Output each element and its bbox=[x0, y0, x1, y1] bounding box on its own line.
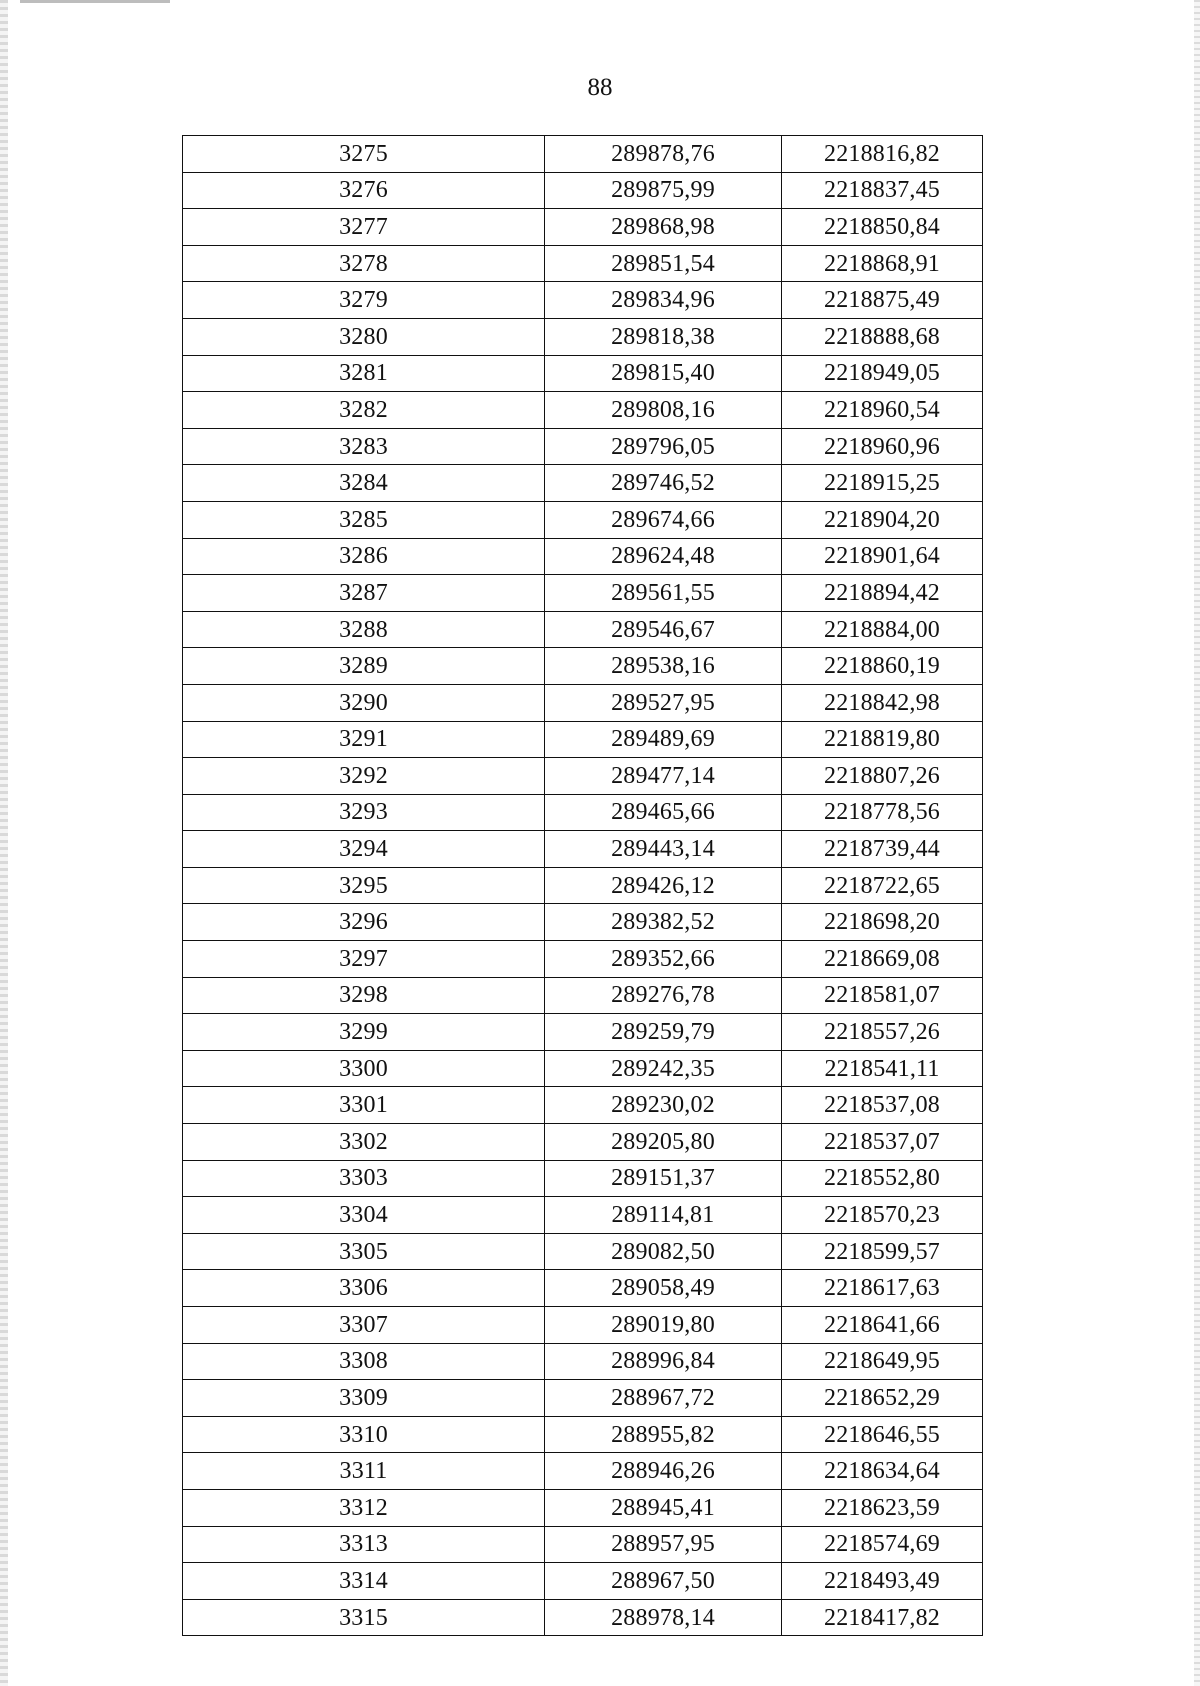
table-row bbox=[183, 904, 983, 941]
y-coordinate-cell: 2218807,26 bbox=[782, 758, 983, 795]
point-number-cell: 3283 bbox=[183, 428, 545, 465]
x-coordinate-cell: 289058,49 bbox=[545, 1270, 782, 1307]
table-row bbox=[183, 1233, 983, 1270]
point-number-cell: 3310 bbox=[183, 1416, 545, 1453]
coordinates-table bbox=[182, 135, 983, 1636]
y-coordinate-cell: 2218649,95 bbox=[782, 1343, 983, 1380]
y-coordinate-cell: 2218574,69 bbox=[782, 1526, 983, 1563]
y-coordinate-cell: 2218698,20 bbox=[782, 904, 983, 941]
x-coordinate-cell: 289875,99 bbox=[545, 172, 782, 209]
page-number: 88 bbox=[587, 74, 613, 101]
table-row bbox=[183, 209, 983, 246]
x-coordinate-cell: 289426,12 bbox=[545, 867, 782, 904]
x-coordinate-cell: 288967,50 bbox=[545, 1563, 782, 1600]
table-row bbox=[183, 575, 983, 612]
x-coordinate-cell: 289815,40 bbox=[545, 355, 782, 392]
y-coordinate-cell: 2218819,80 bbox=[782, 721, 983, 758]
y-coordinate-cell: 2218557,26 bbox=[782, 1014, 983, 1051]
table-row bbox=[183, 1489, 983, 1526]
point-number-cell: 3305 bbox=[183, 1233, 545, 1270]
point-number-cell: 3315 bbox=[183, 1599, 545, 1636]
y-coordinate-cell: 2218901,64 bbox=[782, 538, 983, 575]
point-number-cell: 3309 bbox=[183, 1380, 545, 1417]
x-coordinate-cell: 288945,41 bbox=[545, 1489, 782, 1526]
scan-top-mark bbox=[20, 0, 170, 3]
x-coordinate-cell: 288957,95 bbox=[545, 1526, 782, 1563]
x-coordinate-cell: 289276,78 bbox=[545, 977, 782, 1014]
table-row bbox=[183, 282, 983, 319]
table-row bbox=[183, 867, 983, 904]
x-coordinate-cell: 289624,48 bbox=[545, 538, 782, 575]
x-coordinate-cell: 288946,26 bbox=[545, 1453, 782, 1490]
table-row bbox=[183, 1124, 983, 1161]
point-number-cell: 3296 bbox=[183, 904, 545, 941]
x-coordinate-cell: 289259,79 bbox=[545, 1014, 782, 1051]
table-row bbox=[183, 977, 983, 1014]
y-coordinate-cell: 2218868,91 bbox=[782, 245, 983, 282]
y-coordinate-cell: 2218875,49 bbox=[782, 282, 983, 319]
y-coordinate-cell: 2218739,44 bbox=[782, 831, 983, 868]
table-row bbox=[183, 1380, 983, 1417]
x-coordinate-cell: 289205,80 bbox=[545, 1124, 782, 1161]
y-coordinate-cell: 2218722,65 bbox=[782, 867, 983, 904]
point-number-cell: 3308 bbox=[183, 1343, 545, 1380]
table-row bbox=[183, 831, 983, 868]
table-row bbox=[183, 1343, 983, 1380]
y-coordinate-cell: 2218599,57 bbox=[782, 1233, 983, 1270]
y-coordinate-cell: 2218915,25 bbox=[782, 465, 983, 502]
y-coordinate-cell: 2218816,82 bbox=[782, 136, 983, 173]
y-coordinate-cell: 2218552,80 bbox=[782, 1160, 983, 1197]
point-number-cell: 3300 bbox=[183, 1050, 545, 1087]
x-coordinate-cell: 289242,35 bbox=[545, 1050, 782, 1087]
point-number-cell: 3291 bbox=[183, 721, 545, 758]
x-coordinate-cell: 289746,52 bbox=[545, 465, 782, 502]
y-coordinate-cell: 2218417,82 bbox=[782, 1599, 983, 1636]
y-coordinate-cell: 2218960,96 bbox=[782, 428, 983, 465]
x-coordinate-cell: 289527,95 bbox=[545, 684, 782, 721]
x-coordinate-cell: 289019,80 bbox=[545, 1307, 782, 1344]
point-number-cell: 3288 bbox=[183, 611, 545, 648]
scan-right-edge bbox=[1194, 0, 1200, 1686]
table-row bbox=[183, 1307, 983, 1344]
y-coordinate-cell: 2218541,11 bbox=[782, 1050, 983, 1087]
y-coordinate-cell: 2218778,56 bbox=[782, 794, 983, 831]
table-row bbox=[183, 1270, 983, 1307]
y-coordinate-cell: 2218537,08 bbox=[782, 1087, 983, 1124]
y-coordinate-cell: 2218904,20 bbox=[782, 501, 983, 538]
y-coordinate-cell: 2218960,54 bbox=[782, 392, 983, 429]
table-row bbox=[183, 648, 983, 685]
point-number-cell: 3297 bbox=[183, 941, 545, 978]
x-coordinate-cell: 289465,66 bbox=[545, 794, 782, 831]
point-number-cell: 3299 bbox=[183, 1014, 545, 1051]
table-row bbox=[183, 1087, 983, 1124]
y-coordinate-cell: 2218894,42 bbox=[782, 575, 983, 612]
table-row bbox=[183, 758, 983, 795]
x-coordinate-cell: 289489,69 bbox=[545, 721, 782, 758]
x-coordinate-cell: 289352,66 bbox=[545, 941, 782, 978]
y-coordinate-cell: 2218842,98 bbox=[782, 684, 983, 721]
table-row bbox=[183, 1197, 983, 1234]
point-number-cell: 3312 bbox=[183, 1489, 545, 1526]
point-number-cell: 3276 bbox=[183, 172, 545, 209]
table-row bbox=[183, 611, 983, 648]
x-coordinate-cell: 288967,72 bbox=[545, 1380, 782, 1417]
point-number-cell: 3303 bbox=[183, 1160, 545, 1197]
point-number-cell: 3298 bbox=[183, 977, 545, 1014]
point-number-cell: 3313 bbox=[183, 1526, 545, 1563]
x-coordinate-cell: 289477,14 bbox=[545, 758, 782, 795]
y-coordinate-cell: 2218537,07 bbox=[782, 1124, 983, 1161]
point-number-cell: 3304 bbox=[183, 1197, 545, 1234]
point-number-cell: 3295 bbox=[183, 867, 545, 904]
point-number-cell: 3306 bbox=[183, 1270, 545, 1307]
x-coordinate-cell: 289082,50 bbox=[545, 1233, 782, 1270]
table-row bbox=[183, 1416, 983, 1453]
x-coordinate-cell: 289796,05 bbox=[545, 428, 782, 465]
table-row bbox=[183, 465, 983, 502]
point-number-cell: 3294 bbox=[183, 831, 545, 868]
point-number-cell: 3286 bbox=[183, 538, 545, 575]
x-coordinate-cell: 289538,16 bbox=[545, 648, 782, 685]
table-row bbox=[183, 428, 983, 465]
table-row bbox=[183, 1160, 983, 1197]
point-number-cell: 3281 bbox=[183, 355, 545, 392]
point-number-cell: 3289 bbox=[183, 648, 545, 685]
point-number-cell: 3275 bbox=[183, 136, 545, 173]
point-number-cell: 3302 bbox=[183, 1124, 545, 1161]
point-number-cell: 3292 bbox=[183, 758, 545, 795]
table-row bbox=[183, 684, 983, 721]
x-coordinate-cell: 289851,54 bbox=[545, 245, 782, 282]
point-number-cell: 3285 bbox=[183, 501, 545, 538]
x-coordinate-cell: 288996,84 bbox=[545, 1343, 782, 1380]
x-coordinate-cell: 289818,38 bbox=[545, 318, 782, 355]
x-coordinate-cell: 289561,55 bbox=[545, 575, 782, 612]
table-row bbox=[183, 1050, 983, 1087]
x-coordinate-cell: 289114,81 bbox=[545, 1197, 782, 1234]
table-row bbox=[183, 392, 983, 429]
point-number-cell: 3301 bbox=[183, 1087, 545, 1124]
x-coordinate-cell: 289878,76 bbox=[545, 136, 782, 173]
y-coordinate-cell: 2218641,66 bbox=[782, 1307, 983, 1344]
point-number-cell: 3277 bbox=[183, 209, 545, 246]
table-row bbox=[183, 318, 983, 355]
point-number-cell: 3314 bbox=[183, 1563, 545, 1600]
y-coordinate-cell: 2218581,07 bbox=[782, 977, 983, 1014]
y-coordinate-cell: 2218634,64 bbox=[782, 1453, 983, 1490]
point-number-cell: 3307 bbox=[183, 1307, 545, 1344]
y-coordinate-cell: 2218949,05 bbox=[782, 355, 983, 392]
point-number-cell: 3279 bbox=[183, 282, 545, 319]
table-row bbox=[183, 501, 983, 538]
table-row bbox=[183, 721, 983, 758]
y-coordinate-cell: 2218623,59 bbox=[782, 1489, 983, 1526]
y-coordinate-cell: 2218837,45 bbox=[782, 172, 983, 209]
point-number-cell: 3282 bbox=[183, 392, 545, 429]
table-row bbox=[183, 538, 983, 575]
y-coordinate-cell: 2218493,49 bbox=[782, 1563, 983, 1600]
x-coordinate-cell: 289868,98 bbox=[545, 209, 782, 246]
point-number-cell: 3280 bbox=[183, 318, 545, 355]
table-row bbox=[183, 1453, 983, 1490]
table-row bbox=[183, 1526, 983, 1563]
y-coordinate-cell: 2218646,55 bbox=[782, 1416, 983, 1453]
table-row bbox=[183, 172, 983, 209]
x-coordinate-cell: 288955,82 bbox=[545, 1416, 782, 1453]
x-coordinate-cell: 289443,14 bbox=[545, 831, 782, 868]
y-coordinate-cell: 2218884,00 bbox=[782, 611, 983, 648]
y-coordinate-cell: 2218888,68 bbox=[782, 318, 983, 355]
y-coordinate-cell: 2218617,63 bbox=[782, 1270, 983, 1307]
table-row bbox=[183, 1563, 983, 1600]
x-coordinate-cell: 289546,67 bbox=[545, 611, 782, 648]
y-coordinate-cell: 2218570,23 bbox=[782, 1197, 983, 1234]
point-number-cell: 3287 bbox=[183, 575, 545, 612]
scan-left-edge bbox=[0, 0, 8, 1686]
table-row bbox=[183, 245, 983, 282]
coordinates-table-body bbox=[183, 136, 983, 1636]
x-coordinate-cell: 289808,16 bbox=[545, 392, 782, 429]
table-row bbox=[183, 1014, 983, 1051]
x-coordinate-cell: 289674,66 bbox=[545, 501, 782, 538]
point-number-cell: 3293 bbox=[183, 794, 545, 831]
y-coordinate-cell: 2218669,08 bbox=[782, 941, 983, 978]
x-coordinate-cell: 289834,96 bbox=[545, 282, 782, 319]
table-row bbox=[183, 941, 983, 978]
x-coordinate-cell: 289151,37 bbox=[545, 1160, 782, 1197]
point-number-cell: 3311 bbox=[183, 1453, 545, 1490]
x-coordinate-cell: 288978,14 bbox=[545, 1599, 782, 1636]
table-row bbox=[183, 1599, 983, 1636]
y-coordinate-cell: 2218860,19 bbox=[782, 648, 983, 685]
point-number-cell: 3278 bbox=[183, 245, 545, 282]
point-number-cell: 3290 bbox=[183, 684, 545, 721]
x-coordinate-cell: 289382,52 bbox=[545, 904, 782, 941]
table-row bbox=[183, 136, 983, 173]
x-coordinate-cell: 289230,02 bbox=[545, 1087, 782, 1124]
point-number-cell: 3284 bbox=[183, 465, 545, 502]
table-row bbox=[183, 355, 983, 392]
table-row bbox=[183, 794, 983, 831]
y-coordinate-cell: 2218850,84 bbox=[782, 209, 983, 246]
y-coordinate-cell: 2218652,29 bbox=[782, 1380, 983, 1417]
